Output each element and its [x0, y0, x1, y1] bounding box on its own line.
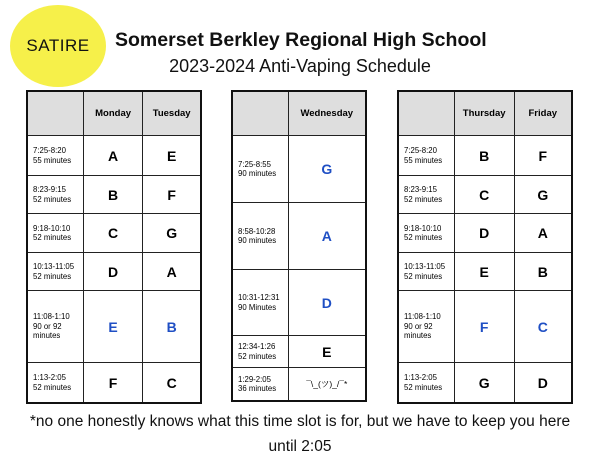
period-row: [399, 136, 572, 176]
corner-cell: [233, 92, 289, 136]
corner-cell: [28, 92, 84, 136]
duration: 52 minutes: [404, 233, 443, 242]
schedule-table-mon-tue: [27, 91, 201, 403]
block-cell: C: [454, 176, 514, 214]
time-range: 7:25-8:20: [33, 146, 66, 156]
time-cell: [399, 291, 455, 363]
time-cell: [233, 336, 289, 368]
block-cell: E: [288, 336, 365, 368]
block-cell: B: [83, 176, 143, 214]
period-row: [233, 368, 366, 401]
schedule-table-thu-fri: [398, 91, 572, 403]
block-cell: B: [514, 253, 571, 291]
duration: 52 minutes: [238, 351, 277, 361]
block-cell: E: [83, 291, 143, 363]
period-row: [28, 253, 201, 291]
time-cell: [399, 253, 455, 291]
period-row: [28, 176, 201, 214]
header-row: [28, 92, 201, 136]
duration: 90 or 92 minutes: [33, 321, 62, 341]
duration: 52 minutes: [33, 233, 72, 242]
time-range: 7:25-8:20: [404, 146, 437, 156]
time-cell: [233, 136, 289, 203]
time-cell: [28, 253, 84, 291]
time-range: 11:08-1:10: [33, 312, 70, 322]
day-header: Friday: [514, 92, 571, 136]
schedule-table-wed: [232, 91, 366, 401]
block-cell: A: [288, 203, 365, 270]
footnote-line: until 2:05: [268, 438, 332, 455]
period-row: [399, 253, 572, 291]
block-cell: F: [83, 363, 143, 403]
duration: 90 minutes: [238, 169, 277, 178]
time-cell: [399, 214, 455, 253]
duration: 55 minutes: [33, 155, 72, 165]
block-cell: C: [83, 214, 143, 253]
period-row: [28, 136, 201, 176]
time-range: 1:29-2:05: [238, 374, 271, 384]
page-title: Somerset Berkley Regional High School: [115, 29, 487, 51]
period-row: [399, 176, 572, 214]
period-row: [399, 214, 572, 253]
duration: 36 minutes: [238, 384, 277, 393]
period-row: [399, 291, 572, 363]
block-cell: A: [143, 253, 201, 291]
time-cell: [233, 270, 289, 336]
block-cell: G: [514, 176, 571, 214]
period-row: [233, 270, 366, 336]
block-cell: D: [83, 253, 143, 291]
block-cell: E: [454, 253, 514, 291]
duration: 90 Minutes: [238, 302, 277, 312]
time-range: 10:13-11:05: [33, 262, 75, 272]
duration: 55 minutes: [404, 155, 443, 165]
block-cell: G: [454, 363, 514, 403]
duration: 52 minutes: [404, 194, 443, 204]
time-cell: [399, 176, 455, 214]
block-cell: A: [514, 214, 571, 253]
time-cell: [28, 136, 84, 176]
block-cell: C: [143, 363, 201, 403]
page-subtitle: 2023-2024 Anti-Vaping Schedule: [169, 56, 431, 76]
time-range: 1:13-2:05: [404, 373, 437, 383]
corner-cell: [399, 92, 455, 136]
block-cell: F: [143, 176, 201, 214]
block-cell: F: [454, 291, 514, 363]
time-range: 12:34-1:26: [238, 342, 276, 352]
time-range: 9:18-10:10: [404, 223, 442, 233]
time-range: 10:13-11:05: [404, 262, 446, 272]
duration: 52 minutes: [404, 271, 443, 281]
period-row: [28, 363, 201, 403]
period-row: [233, 136, 366, 203]
block-cell: B: [143, 291, 201, 363]
block-cell: D: [514, 363, 571, 403]
footnote: [0, 409, 600, 459]
time-range: 10:31-12:31: [238, 293, 280, 303]
time-range: 8:23-9:15: [404, 185, 437, 195]
block-cell: C: [514, 291, 571, 363]
time-cell: [28, 363, 84, 403]
satire-badge: [10, 5, 106, 87]
duration: 52 minutes: [33, 271, 72, 281]
time-cell: [233, 368, 289, 401]
day-header: Tuesday: [143, 92, 201, 136]
time-range: 9:18-10:10: [33, 223, 71, 233]
block-cell: D: [288, 270, 365, 336]
period-row: [233, 203, 366, 270]
period-row: [233, 336, 366, 368]
period-row: [28, 291, 201, 363]
duration: 90 or 92 minutes: [404, 321, 433, 341]
period-row: [28, 214, 201, 253]
day-header: Thursday: [454, 92, 514, 136]
block-cell: G: [143, 214, 201, 253]
time-range: 11:08-1:10: [404, 312, 441, 322]
block-cell: E: [143, 136, 201, 176]
block-cell: A: [83, 136, 143, 176]
day-header: Wednesday: [288, 92, 365, 136]
period-row: [399, 363, 572, 403]
time-cell: [28, 214, 84, 253]
time-cell: [28, 176, 84, 214]
block-cell: G: [288, 136, 365, 203]
time-range: 7:25-8:55: [238, 159, 271, 169]
duration: 90 minutes: [238, 236, 277, 245]
block-cell: B: [454, 136, 514, 176]
time-range: 8:58-10:28: [238, 226, 276, 236]
block-cell: F: [514, 136, 571, 176]
time-range: 1:13-2:05: [33, 373, 66, 383]
day-header: Monday: [83, 92, 143, 136]
duration: 52 minutes: [33, 382, 72, 392]
block-cell: D: [454, 214, 514, 253]
time-cell: [399, 136, 455, 176]
time-range: 8:23-9:15: [33, 185, 66, 195]
header-row: [233, 92, 366, 136]
duration: 52 minutes: [404, 382, 443, 392]
time-cell: [399, 363, 455, 403]
satire-label: SATIRE: [26, 36, 90, 55]
header-row: [399, 92, 572, 136]
footnote-line: *no one honestly knows what this time slot is for, but we have to keep you here: [29, 413, 571, 430]
time-cell: [233, 203, 289, 270]
duration: 52 minutes: [33, 194, 72, 204]
shrug-block-cell: ¯\_(ツ)_/¯*: [288, 368, 365, 401]
time-cell: [28, 291, 84, 363]
